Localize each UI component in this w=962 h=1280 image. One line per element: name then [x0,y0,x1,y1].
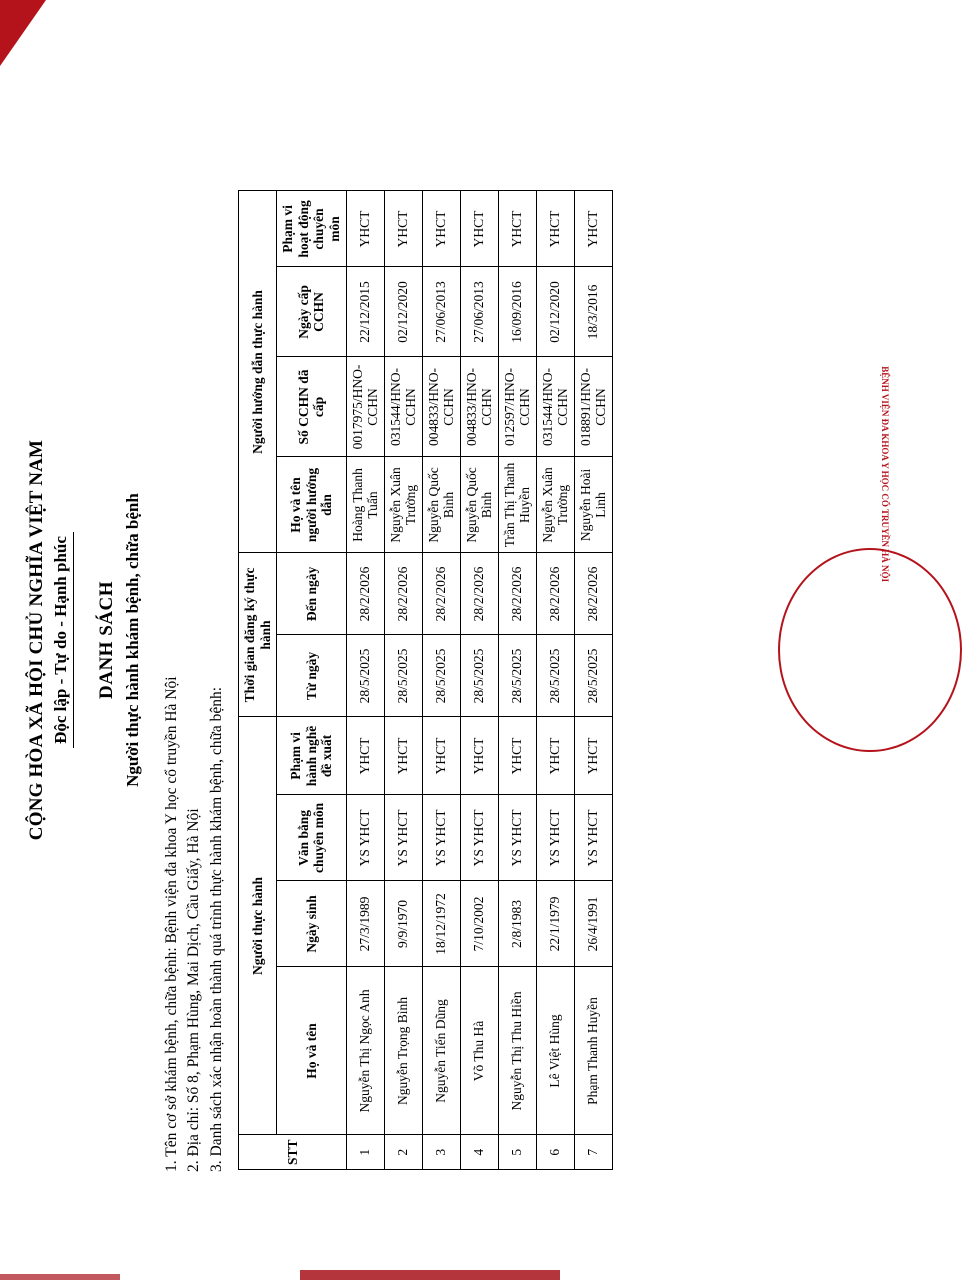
cell-guide-scope: YHCT [574,191,612,267]
cell-guide-name: Nguyễn Quốc Bình [460,457,498,553]
cell-to: 28/2/2026 [422,553,460,635]
cell-guide-cchn: 004833/HNO-CCHN [422,357,460,457]
table-row [384,191,422,1170]
note-line-2: 2. Địa chỉ: Số 8, Phạm Hùng, Mai Dịch, Cầu Giấy, Hà Nội [185,808,203,1172]
cell-from: 28/5/2025 [574,635,612,717]
note-line-3: 3. Danh sách xác nhận hoàn thành quá trình thực hành khám bệnh, chữa bệnh: [207,686,225,1172]
cell-guide-date: 27/06/2013 [422,267,460,357]
cell-to: 28/2/2026 [384,553,422,635]
cell-stt: 2 [384,1135,422,1170]
cell-guide-cchn: 004833/HNO-CCHN [460,357,498,457]
page-title: DANH SÁCH [96,581,117,699]
cell-stt: 4 [460,1135,498,1170]
cell-guide-date: 27/06/2013 [460,267,498,357]
cell-degree: YS YHCT [384,795,422,881]
th-from: Từ ngày [277,635,346,717]
th-group-practitioner: Người thực hành [239,717,277,1135]
cell-scope: YHCT [460,717,498,795]
cell-stt: 5 [498,1135,536,1170]
cell-dob: 27/3/1989 [346,881,384,967]
cell-scope: YHCT [384,717,422,795]
cell-guide-cchn: 031544/HNO-CCHN [384,357,422,457]
th-guide-date: Ngày cấp CCHN [277,267,346,357]
cell-guide-scope: YHCT [346,191,384,267]
cell-guide-cchn: 0017975/HNO-CCHN [346,357,384,457]
cell-from: 28/5/2025 [536,635,574,717]
table-row [536,191,574,1170]
cell-guide-scope: YHCT [384,191,422,267]
th-stt: STT [239,1135,346,1170]
th-guide-name: Họ và tên người hướng dẫn [277,457,346,553]
cell-degree: YS YHCT [422,795,460,881]
cell-to: 28/2/2026 [536,553,574,635]
cell-guide-scope: YHCT [422,191,460,267]
cell-guide-name: Nguyễn Quốc Bình [422,457,460,553]
table-row [346,191,384,1170]
cell-guide-date: 16/09/2016 [498,267,536,357]
cell-guide-name: Hoàng Thanh Tuấn [346,457,384,553]
cell-name: Nguyễn Tiến Dũng [422,967,460,1135]
table-body [346,191,612,1170]
th-name: Họ và tên [277,967,346,1135]
table-header-row [277,191,346,1170]
cell-guide-scope: YHCT [536,191,574,267]
cell-degree: YS YHCT [460,795,498,881]
cell-guide-scope: YHCT [460,191,498,267]
cell-dob: 7/10/2002 [460,881,498,967]
cell-guide-date: 22/12/2015 [346,267,384,357]
cell-name: Võ Thu Hà [460,967,498,1135]
cell-stt: 7 [574,1135,612,1170]
cell-to: 28/2/2026 [346,553,384,635]
cell-dob: 18/12/1972 [422,881,460,967]
cell-stt: 3 [422,1135,460,1170]
cell-to: 28/2/2026 [574,553,612,635]
cell-dob: 26/4/1991 [574,881,612,967]
page-subtitle: Người thực hành khám bệnh, chữa bệnh [123,493,142,787]
cell-scope: YHCT [422,717,460,795]
th-guide-cchn: Số CCHN đã cấp [277,357,346,457]
document-header [0,0,143,1280]
th-group-supervisor: Người hướng dẫn thực hành [239,191,277,553]
cell-stt: 1 [346,1135,384,1170]
cell-name: Lê Việt Hùng [536,967,574,1135]
cell-from: 28/5/2025 [384,635,422,717]
cell-guide-date: 02/12/2020 [384,267,422,357]
cell-scope: YHCT [536,717,574,795]
cell-stt: 6 [536,1135,574,1170]
cell-from: 28/5/2025 [498,635,536,717]
cell-guide-name: Nguyễn Hoài Linh [574,457,612,553]
cell-guide-cchn: 012597/HNO-CCHN [498,357,536,457]
th-dob: Ngày sinh [277,881,346,967]
cell-from: 28/5/2025 [422,635,460,717]
cell-to: 28/2/2026 [498,553,536,635]
table-row [422,191,460,1170]
seal-text: BỆNH VIỆN ĐA KHOA Y HỌC CỔ TRUYỀN HÀ NỘI [880,366,890,582]
cell-scope: YHCT [574,717,612,795]
cell-degree: YS YHCT [346,795,384,881]
cell-dob: 2/8/1983 [498,881,536,967]
cell-from: 28/5/2025 [460,635,498,717]
table-row [460,191,498,1170]
document-notes [161,0,228,1172]
th-group-period: Thời gian đăng ký thực hành [239,553,277,717]
cell-guide-name: Nguyễn Xuân Trường [536,457,574,553]
cell-degree: YS YHCT [574,795,612,881]
practitioner-table [238,190,612,1170]
cell-name: Nguyễn Thị Thu Hiền [498,967,536,1135]
cell-guide-scope: YHCT [498,191,536,267]
th-scope: Phạm vi hành nghề đề xuất [277,717,346,795]
cell-guide-cchn: 018891/HNO-CCHN [574,357,612,457]
cell-degree: YS YHCT [536,795,574,881]
cell-name: Phạm Thanh Huyền [574,967,612,1135]
th-degree: Văn bằng chuyên môn [277,795,346,881]
cell-from: 28/5/2025 [346,635,384,717]
cell-dob: 22/1/1979 [536,881,574,967]
cell-degree: YS YHCT [498,795,536,881]
cell-guide-date: 02/12/2020 [536,267,574,357]
cell-guide-name: Trần Thị Thanh Huyền [498,457,536,553]
note-line-1: 1. Tên cơ sở khám bệnh, chữa bệnh: Bệnh viện đa khoa Y học cổ truyền Hà Nội [163,676,180,1172]
th-to: Đến ngày [277,553,346,635]
table-row [574,191,612,1170]
th-guide-scope: Phạm vi hoạt động chuyên môn [277,191,346,267]
cell-guide-cchn: 031544/HNO-CCHN [536,357,574,457]
table-group-header-row [239,191,277,1170]
cell-name: Nguyễn Thị Ngọc Anh [346,967,384,1135]
cell-dob: 9/9/1970 [384,881,422,967]
cell-name: Nguyễn Trọng Bình [384,967,422,1135]
cell-guide-date: 18/3/2016 [574,267,612,357]
cell-scope: YHCT [346,717,384,795]
cell-guide-name: Nguyễn Xuân Trường [384,457,422,553]
cell-to: 28/2/2026 [460,553,498,635]
cell-scope: YHCT [498,717,536,795]
table-row [498,191,536,1170]
national-motto: Độc lập - Tự do - Hạnh phúc [51,532,74,748]
national-title: CỘNG HÒA XÃ HỘI CHỦ NGHĨA VIỆT NAM [26,439,47,841]
